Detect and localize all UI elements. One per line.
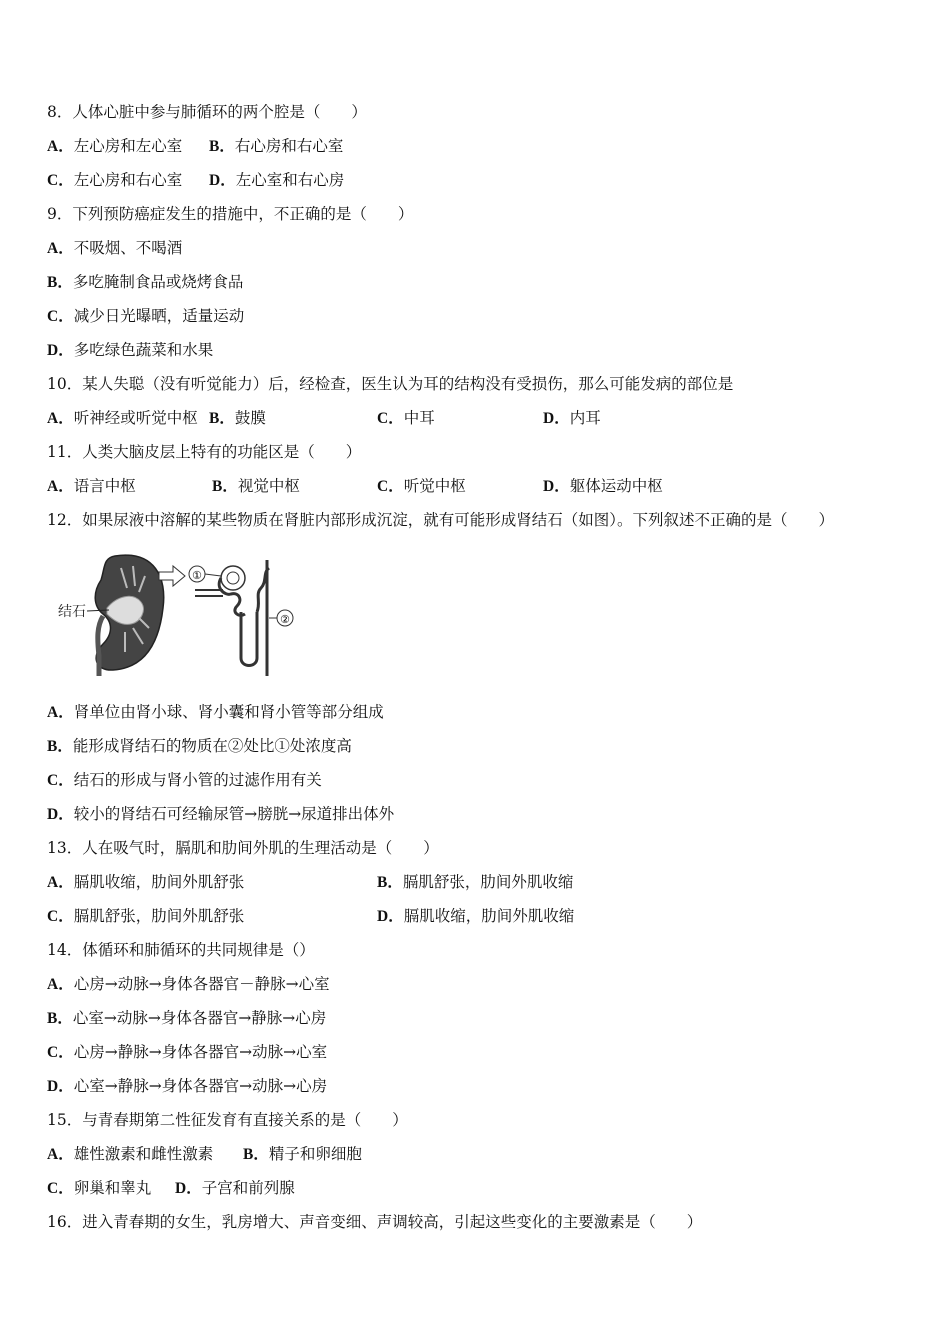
option-text: 右心房和右心室 [234, 137, 344, 155]
option-text: 听神经或听觉中枢 [73, 409, 198, 427]
question-11-option-d [543, 476, 663, 497]
option-label: B． [47, 1010, 73, 1027]
option-label: A． [47, 704, 74, 721]
option-text: 左心房和右心室 [73, 171, 183, 189]
question-9-option-d [47, 340, 213, 361]
option-text: 精子和卵细胞 [268, 1145, 362, 1163]
option-label: D． [209, 172, 236, 189]
stone-label: 结石 [58, 604, 86, 620]
option-text: 膈肌舒张，肋间外肌收缩 [402, 873, 574, 891]
option-label: C． [47, 772, 74, 789]
question-11-option-a [47, 476, 136, 497]
question-14-option-a [47, 974, 330, 995]
question-8-option-c [47, 170, 182, 191]
option-label: B． [47, 274, 73, 291]
option-label: A． [47, 976, 74, 993]
question-15-option-d [175, 1178, 295, 1199]
option-label: B． [209, 410, 235, 427]
question-10-option-d [543, 408, 601, 429]
question-14-option-c [47, 1042, 327, 1063]
option-text: 听觉中枢 [403, 477, 466, 495]
option-text: 结石的形成与肾小管的过滤作用有关 [73, 771, 322, 789]
kidney-nephron-figure [55, 548, 305, 678]
option-label: C． [47, 1180, 74, 1197]
glomerulus [221, 566, 245, 590]
question-8-option-d [209, 170, 344, 191]
question-10-option-a [47, 408, 198, 429]
glomerulus-inner [227, 572, 239, 584]
option-text: 心室→静脉→身体各器官→动脉→心房 [73, 1077, 328, 1095]
marker-1: ① [192, 569, 202, 582]
question-9-option-b [47, 272, 243, 293]
option-label: A． [47, 138, 74, 155]
option-text: 不吸烟、不喝酒 [73, 239, 183, 257]
option-text: 减少日光曝晒，适量运动 [73, 307, 245, 325]
marker-2: ② [280, 613, 290, 626]
option-label: C． [47, 308, 74, 325]
option-text: 能形成肾结石的物质在②处比①处浓度高 [72, 737, 352, 755]
option-text: 左心室和右心房 [235, 171, 345, 189]
option-label: D． [47, 342, 74, 359]
option-text: 心室→动脉→身体各器官→静脉→心房 [72, 1009, 327, 1027]
question-14-stem: 14．体循环和肺循环的共同规律是（） [47, 941, 315, 959]
option-label: D． [47, 1078, 74, 1095]
question-11-option-b [212, 476, 300, 497]
question-9-stem: 9．下列预防癌症发生的措施中，不正确的是（ ） [47, 205, 414, 223]
question-10-stem: 10．某人失聪（没有听觉能力）后，经检查，医生认为耳的结构没有受损伤，那么可能发病的部位是 [47, 375, 734, 393]
option-label: C． [47, 172, 74, 189]
option-label: A． [47, 240, 74, 257]
option-text: 子宫和前列腺 [201, 1179, 295, 1197]
question-12-option-c [47, 770, 322, 791]
option-text: 膈肌收缩，肋间外肌收缩 [403, 907, 575, 925]
option-label: D． [47, 806, 74, 823]
option-label: D． [543, 478, 570, 495]
option-label: B． [243, 1146, 269, 1163]
option-label: D． [175, 1180, 202, 1197]
question-13-option-a [47, 872, 244, 893]
option-label: B． [377, 874, 403, 891]
option-label: C． [377, 478, 404, 495]
option-text: 躯体运动中枢 [569, 477, 663, 495]
option-text: 膈肌收缩，肋间外肌舒张 [73, 873, 245, 891]
loop-of-henle [241, 612, 257, 666]
question-14-option-d [47, 1076, 327, 1097]
option-text: 语言中枢 [73, 477, 136, 495]
question-12-option-a [47, 702, 384, 723]
option-text: 视觉中枢 [237, 477, 300, 495]
option-label: D． [543, 410, 570, 427]
option-label: A． [47, 410, 74, 427]
option-label: C． [47, 1044, 74, 1061]
question-12-stem: 12．如果尿液中溶解的某些物质在肾脏内部形成沉淀，就有可能形成肾结石（如图）。下列叙述不正确的是（ ） [47, 511, 834, 529]
marker-1-pointer [205, 574, 221, 576]
question-16-stem: 16．进入青春期的女生，乳房增大、声音变细、声调较高，引起这些变化的主要激素是（ ） [47, 1213, 703, 1231]
question-15-stem: 15．与青春期第二性征发育有直接关系的是（ ） [47, 1111, 408, 1129]
question-13-option-b [377, 872, 573, 893]
question-13-option-d [377, 906, 574, 927]
option-text: 心房→静脉→身体各器官→动脉→心室 [73, 1043, 328, 1061]
option-text: 较小的肾结石可经输尿管→膀胱→尿道排出体外 [73, 805, 395, 823]
question-9-option-a [47, 238, 182, 259]
question-11-option-c [377, 476, 466, 497]
option-label: C． [47, 908, 74, 925]
question-8-stem: 8．人体心脏中参与肺循环的两个腔是（ ） [47, 103, 367, 121]
question-9-option-c [47, 306, 244, 327]
option-label: B． [209, 138, 235, 155]
question-8-option-b [209, 136, 343, 157]
question-11-stem: 11．人类大脑皮层上特有的功能区是（ ） [47, 443, 362, 461]
option-label: A． [47, 1146, 74, 1163]
option-text: 心房→动脉→身体各器官－静脉→心室 [73, 975, 330, 993]
option-text: 卵巢和睾丸 [73, 1179, 152, 1197]
option-text: 多吃绿色蔬菜和水果 [73, 341, 214, 359]
option-label: C． [377, 410, 404, 427]
option-text: 雄性激素和雌性激素 [73, 1145, 214, 1163]
question-10-option-c [377, 408, 435, 429]
option-text: 左心房和左心室 [73, 137, 183, 155]
option-label: B． [47, 738, 73, 755]
question-14-option-b [47, 1008, 326, 1029]
question-15-option-c [47, 1178, 151, 1199]
option-text: 肾单位由肾小球、肾小囊和肾小管等部分组成 [73, 703, 384, 721]
question-13-option-c [47, 906, 244, 927]
option-text: 鼓膜 [234, 409, 266, 427]
option-label: A． [47, 478, 74, 495]
question-12-option-b [47, 736, 352, 757]
option-label: A． [47, 874, 74, 891]
option-text: 中耳 [403, 409, 435, 427]
option-text: 多吃腌制食品或烧烤食品 [72, 273, 244, 291]
question-12-option-d [47, 804, 394, 825]
question-13-stem: 13．人在吸气时，膈肌和肋间外肌的生理活动是（ ） [47, 839, 439, 857]
option-text: 膈肌舒张，肋间外肌舒张 [73, 907, 245, 925]
option-text: 内耳 [569, 409, 601, 427]
option-label: B． [212, 478, 238, 495]
question-8-option-a [47, 136, 182, 157]
option-label: D． [377, 908, 404, 925]
question-15-option-b [243, 1144, 362, 1165]
question-10-option-b [209, 408, 266, 429]
question-15-option-a [47, 1144, 213, 1165]
